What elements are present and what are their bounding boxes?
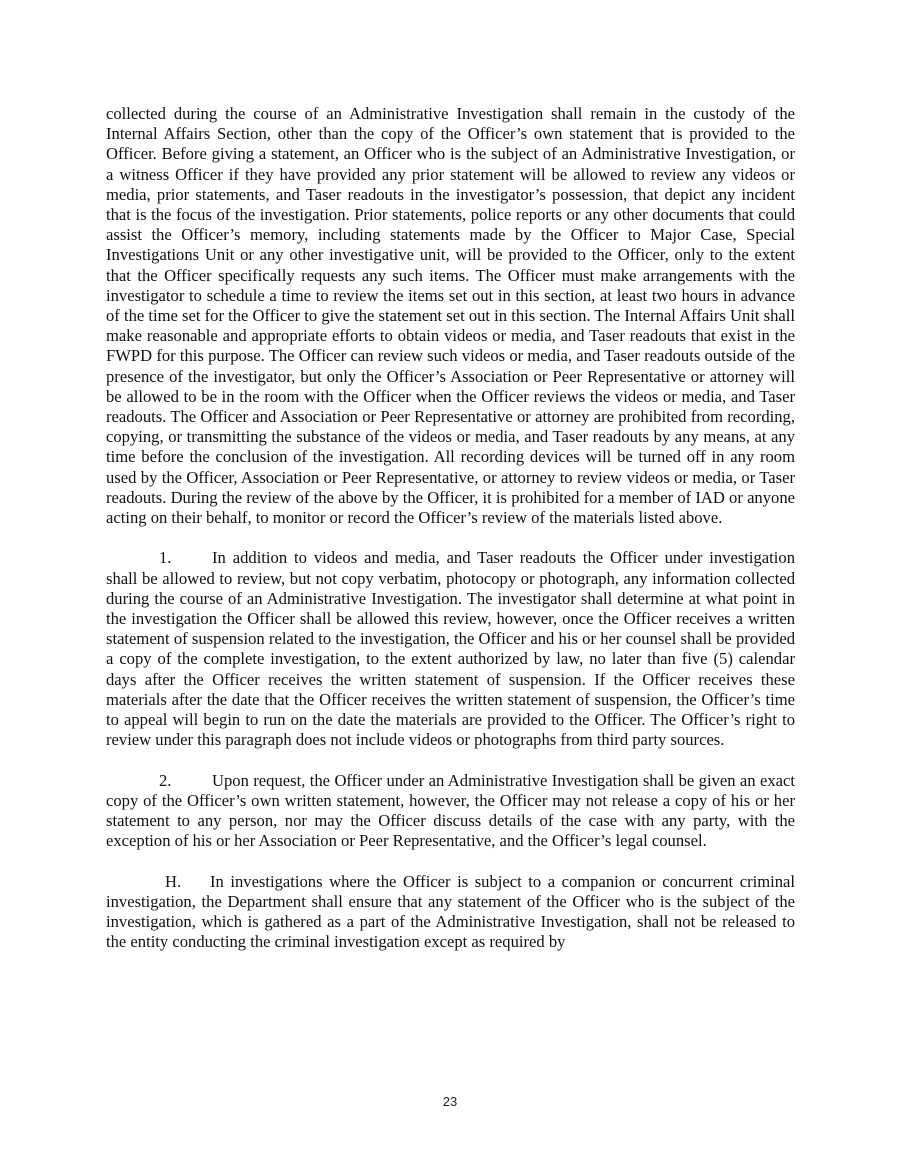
paragraph-number: 2. — [159, 770, 172, 790]
numbered-paragraph-1 — [106, 548, 795, 750]
page-number: 23 — [442, 1094, 458, 1109]
paragraph-text: In investigations where the Officer is subject to a companion or concurrent criminal investigation, the Department shall ensure that any statement of the Officer who is the subject of the investigation, which is gathered as a part of the Administrative Investigation, shall not be released to the entity conducting the criminal investigation except as required by — [106, 871, 795, 952]
section-h-paragraph — [106, 872, 795, 953]
section-letter: H. — [165, 871, 182, 891]
paragraph-text: collected during the course of an Administrative Investigation shall remain in the custody of the Internal Affairs Section, other than the copy of the Officer’s own statement that is provided to the Officer. Before giving a statement, an Officer who is the subject of an Administrative Investigation, or a witness Officer if they have provided any prior statement will be allowed to review any videos or media, prior statements, and Taser readouts in the investigator’s possession, that depict any incident that is the focus of the investigation. Prior statements, police reports or any other documents that could assist the Officer’s memory, including statements made by the Officer to Major Case, Special Investigations Unit or any other investigative unit, will be provided to the Officer, only to the extent that the Officer specifically requests any such items. The Officer must make arrangements with the investigator to schedule a time to review the items set out in this section, at least two hours in advance of the time set for the Officer to give the statement set out in this section. The Internal Affairs Unit shall make reasonable and appropriate efforts to obtain videos or media, and Taser readouts that exist in the FWPD for this purpose. The Officer can review such videos or media, and Taser readouts outside of the presence of the investigator, but only the Officer’s Association or Peer Representative or attorney will be allowed to be in the room with the Officer when the Officer reviews the videos or media, and Taser readouts. The Officer and Association or Peer Representative or attorney are prohibited from recording, copying, or transmitting the substance of the videos or media, and Taser readouts by any means, at any time before the conclusion of the investigation. All recording devices will be turned off in any room used by the Officer, Association or Peer Representative, or attorney to review videos or media, or Taser readouts. During the review of the above by the Officer, it is prohibited for a member of IAD or anyone acting on their behalf, to monitor or record the Officer’s review of the materials listed above. — [106, 104, 795, 528]
numbered-paragraph-2 — [106, 771, 795, 852]
document-body — [106, 104, 795, 952]
paragraph-text: In addition to videos and media, and Taser readouts the Officer under investigation shall be allowed to review, but not copy verbatim, photocopy or photograph, any information collected during the course of an Administrative Investigation. The investigator shall determine at what point in the investigation the Officer shall be allowed this review, however, once the Officer receives a written statement of suspension related to the investigation, the Officer and his or her counsel shall be provided a copy of the complete investigation, to the extent authorized by law, no later than five (5) calendar days after the Officer receives the written statement of suspension. If the Officer receives these materials after the date that the Officer receives the written statement of suspension, the Officer’s time to appeal will begin to run on the date the materials are provided to the Officer. The Officer’s right to review under this paragraph does not include videos or photographs from third party sources. — [106, 548, 795, 750]
paragraph-text: Upon request, the Officer under an Administrative Investigation shall be given an exact copy of the Officer’s own written statement, however, the Officer may not release a copy of his or her statement to any person, nor may the Officer discuss details of the case with any party, with the exception of his or her Association or Peer Representative, and the Officer’s legal counsel. — [106, 770, 795, 851]
continuation-paragraph — [106, 104, 795, 528]
paragraph-number: 1. — [159, 548, 172, 568]
